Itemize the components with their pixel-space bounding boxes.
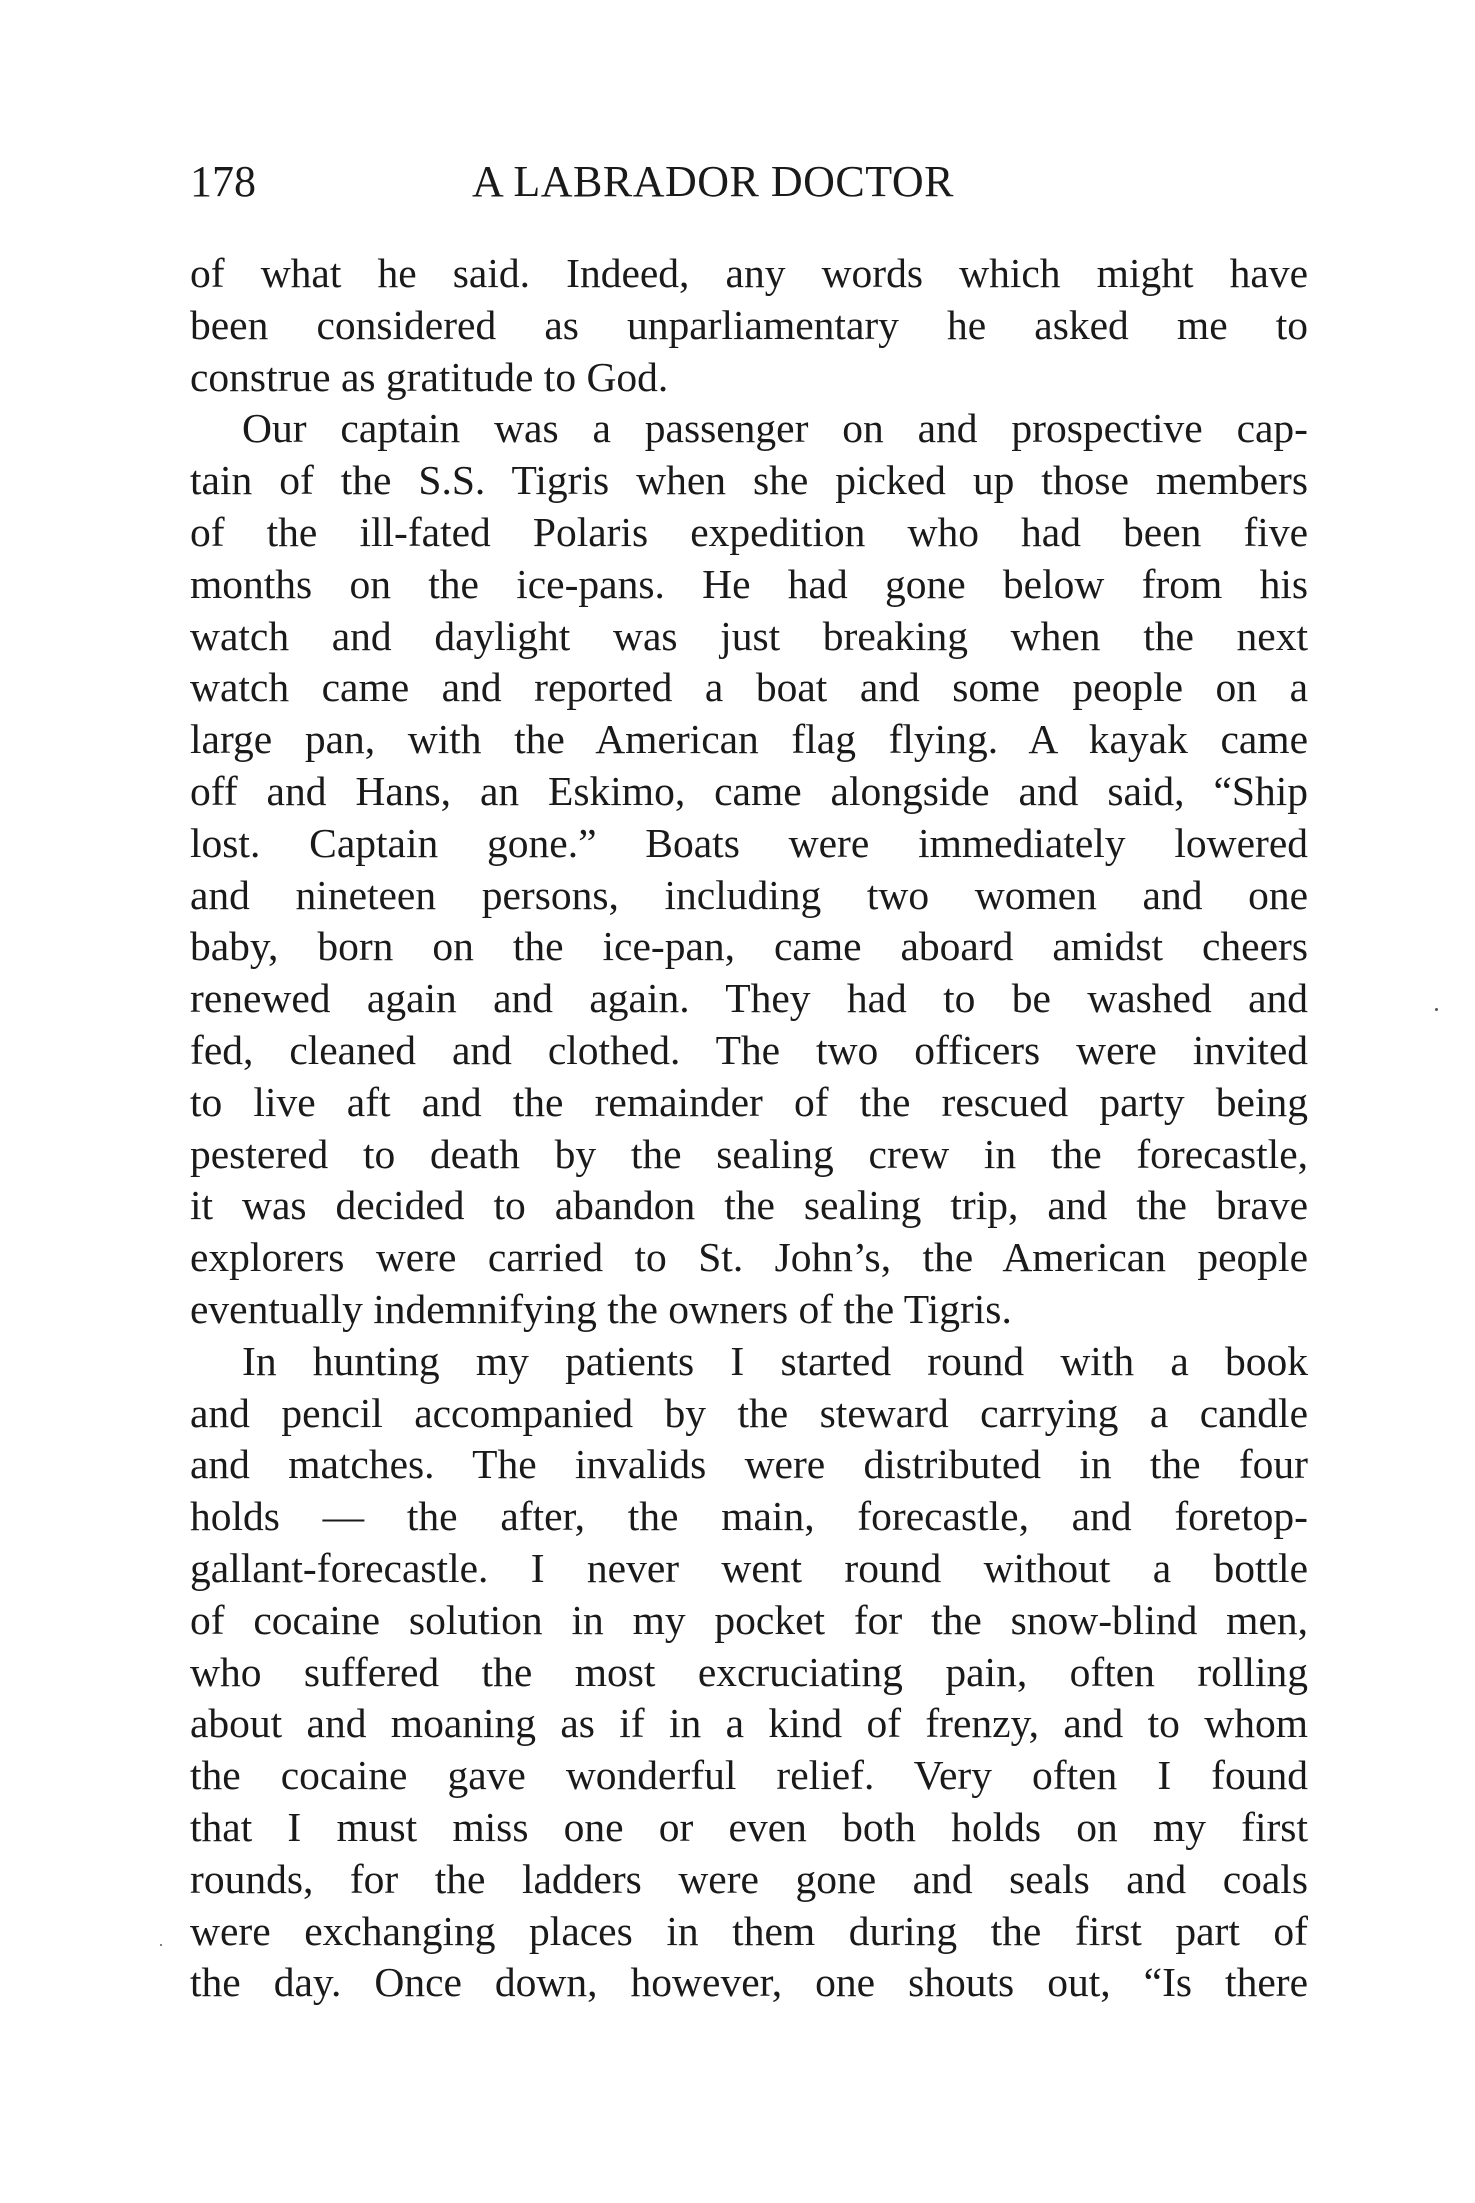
text-line: eventually indemnifying the owners of the Tigris.	[190, 1285, 1012, 1332]
text-line: that I must miss one or even both holds on my first	[190, 1803, 1308, 1850]
text-line: of the ill-fated Polaris expedition who had been five	[190, 508, 1308, 555]
text-line: lost. Captain gone.” Boats were immediately lowered	[190, 819, 1308, 866]
paper-speck	[160, 1944, 162, 1946]
text-line: Our captain was a passenger on and prospective cap-	[242, 405, 1308, 452]
text-line: and pencil accompanied by the steward carrying a candle	[190, 1389, 1308, 1436]
text-line: about and moaning as if in a kind of frenzy, and to whom	[190, 1700, 1308, 1747]
text-line: explorers were carried to St. John’s, the American people	[190, 1234, 1308, 1281]
text-line: renewed again and again. They had to be washed and	[190, 975, 1308, 1022]
text-line: the day. Once down, however, one shouts out, “Is there	[190, 1959, 1308, 2006]
text-line: fed, cleaned and clothed. The two officers were invited	[190, 1026, 1308, 1073]
running-title: A LABRADOR DOCTOR	[472, 157, 954, 206]
text-line: of cocaine solution in my pocket for the snow-blind men,	[190, 1596, 1308, 1643]
text-line: been considered as unparliamentary he asked me to	[190, 301, 1308, 348]
text-line: were exchanging places in them during the first part of	[190, 1907, 1308, 1954]
text-line: pestered to death by the sealing crew in the forecastle,	[190, 1130, 1308, 1177]
text-line: off and Hans, an Eskimo, came alongside and said, “Ship	[190, 767, 1308, 814]
text-line: and matches. The invalids were distributed in the four	[190, 1441, 1308, 1488]
text-line: In hunting my patients I started round with a book	[242, 1337, 1308, 1384]
text-line: holds — the after, the main, forecastle, and foretop-	[190, 1493, 1308, 1540]
text-line: watch and daylight was just breaking when the next	[190, 612, 1308, 659]
paper-speck	[1435, 1008, 1438, 1011]
text-line: large pan, with the American flag flying. A kayak came	[190, 716, 1308, 763]
text-line: rounds, for the ladders were gone and seals and coals	[190, 1855, 1308, 1902]
running-header	[190, 152, 1310, 212]
text-line: the cocaine gave wonderful relief. Very often I found	[190, 1752, 1308, 1799]
text-line: and nineteen persons, including two women and one	[190, 871, 1308, 918]
text-line: months on the ice-pans. He had gone below from his	[190, 560, 1308, 607]
text-line: baby, born on the ice-pan, came aboard amidst cheers	[190, 923, 1308, 970]
text-line: tain of the S.S. Tigris when she picked up those members	[190, 457, 1308, 504]
text-line: watch came and reported a boat and some people on a	[190, 664, 1308, 711]
body-text	[190, 248, 1308, 2009]
page-number: 178	[190, 157, 256, 206]
text-line: of what he said. Indeed, any words which might have	[190, 250, 1308, 296]
text-line: who suffered the most excruciating pain, often rolling	[190, 1648, 1308, 1695]
text-line: it was decided to abandon the sealing trip, and the brave	[190, 1182, 1308, 1229]
text-line: to live aft and the remainder of the rescued party being	[190, 1078, 1308, 1125]
text-line: construe as gratitude to God.	[190, 353, 669, 400]
text-line: gallant-forecastle. I never went round without a bottle	[190, 1544, 1308, 1591]
